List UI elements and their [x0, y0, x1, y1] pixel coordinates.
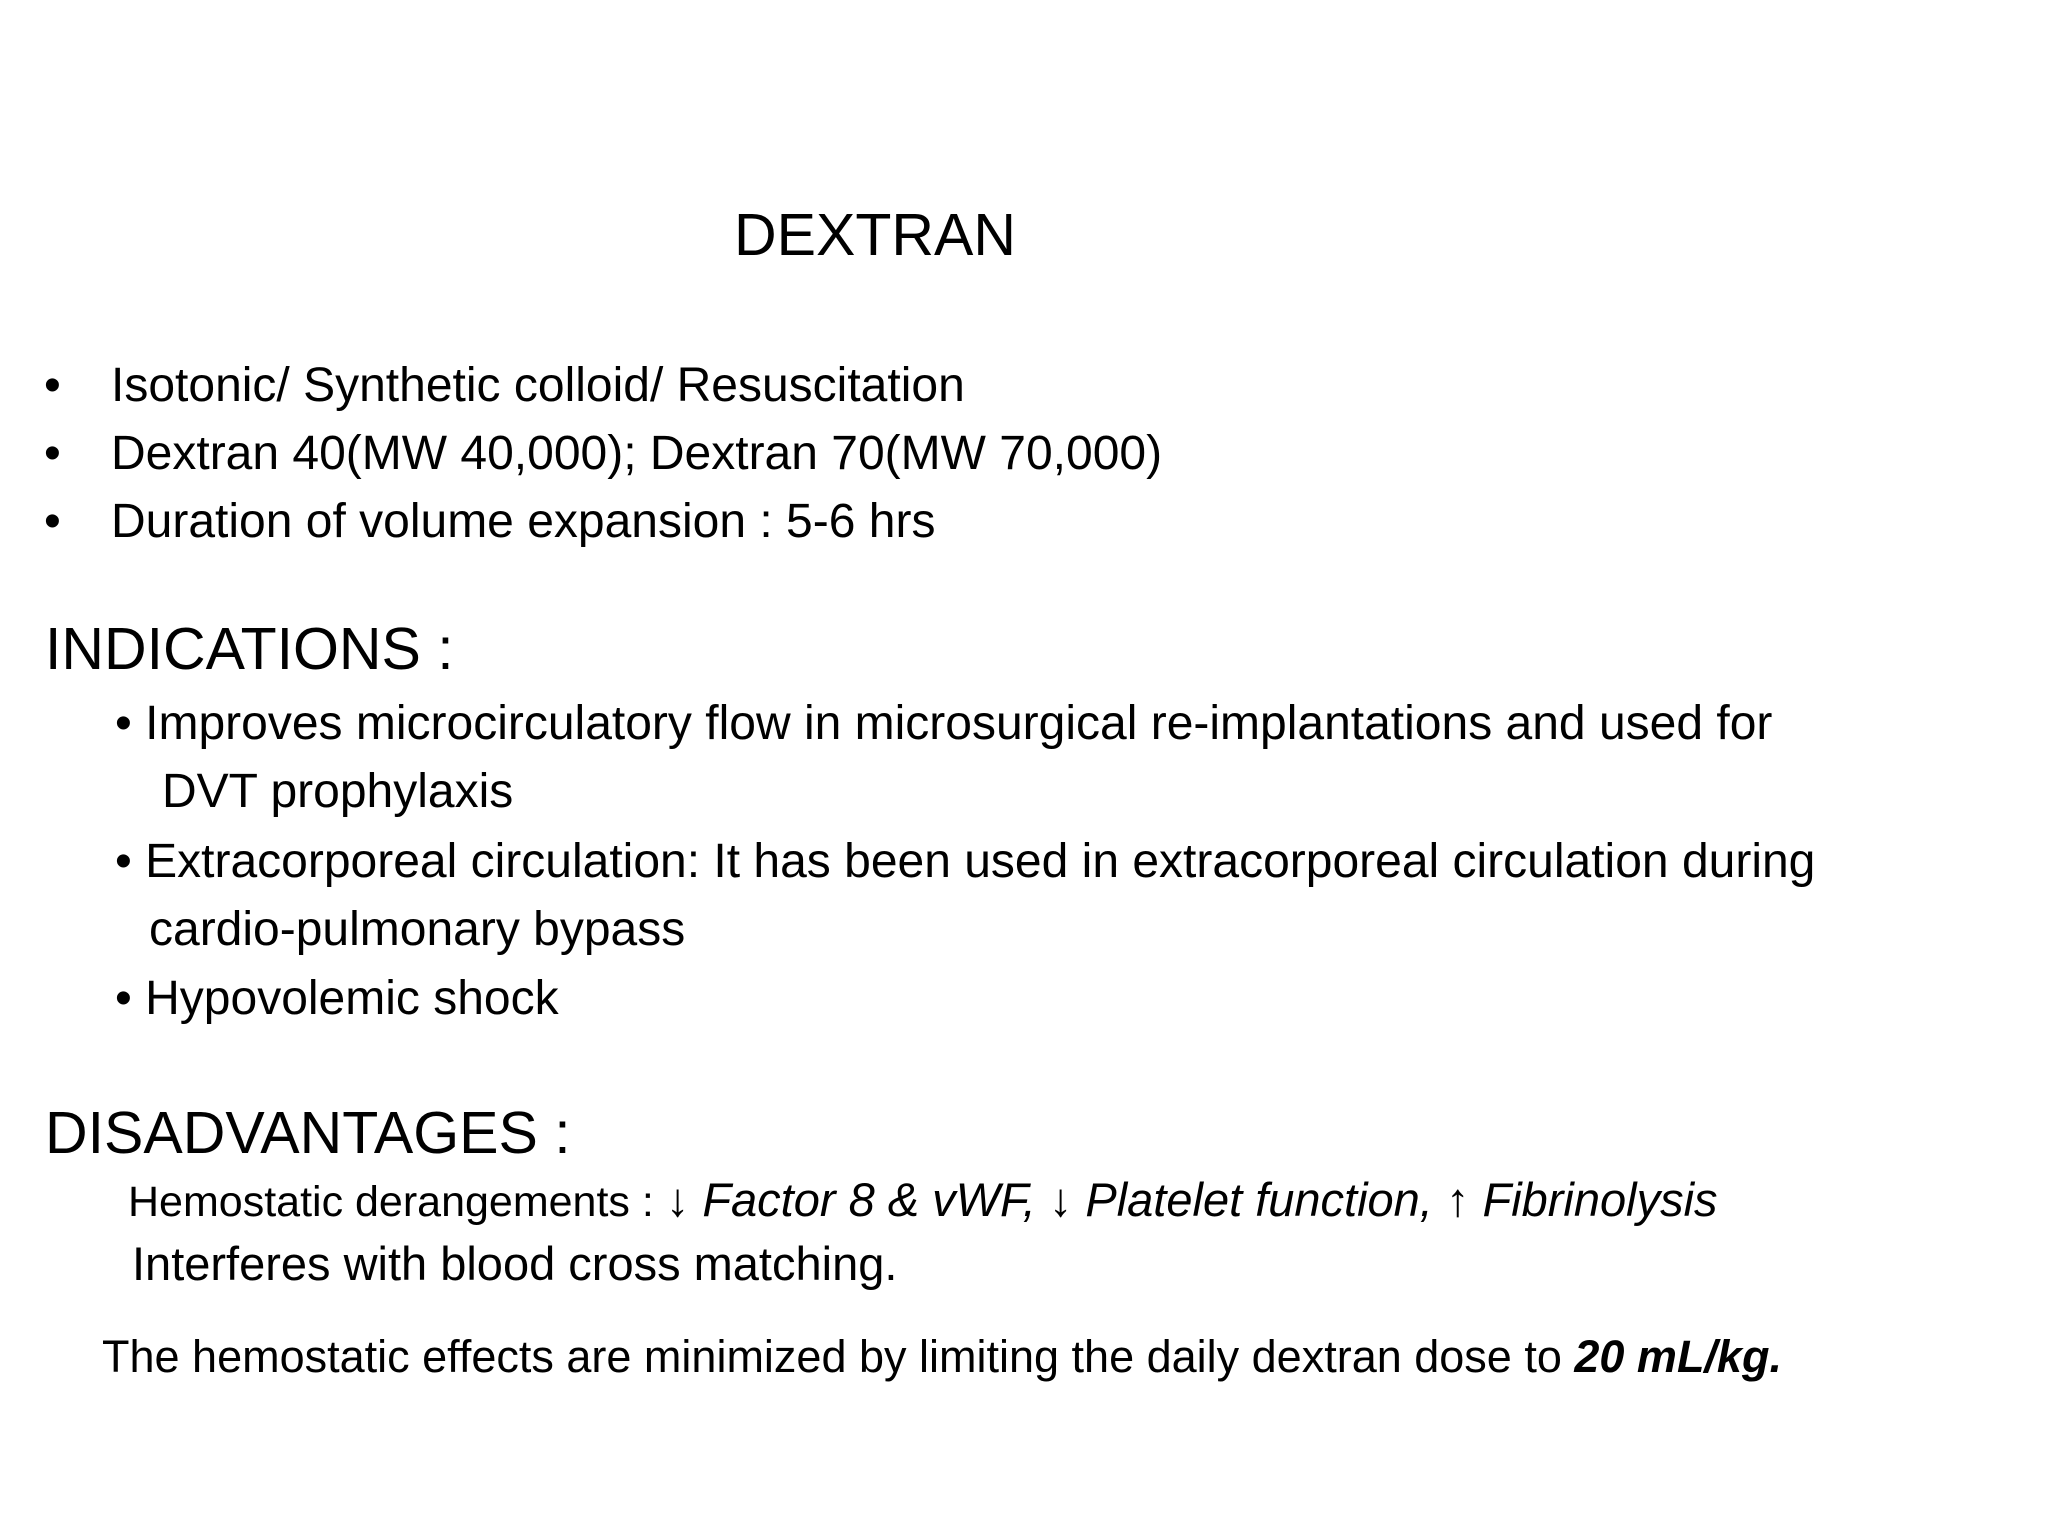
hemostatic-derangements-line — [128, 1173, 1718, 1226]
indication-item-line: • Extracorporeal circulation: It has been used in extracorporeal circulation during — [115, 835, 1816, 888]
indication-item-line: cardio-pulmonary bypass — [149, 903, 686, 956]
dose-note-emphasis: 20 mL/kg. — [1574, 1331, 1782, 1382]
indication-item-line: • Improves microcirculatory flow in microsurgical re-implantations and used for — [115, 697, 1773, 750]
intro-bullet-text: Duration of volume expansion : 5-6 hrs — [111, 495, 936, 548]
bullet-marker: • — [44, 359, 61, 412]
indication-item-line: • Hypovolemic shock — [115, 972, 559, 1025]
hemostatic-label: Hemostatic derangements : — [128, 1178, 666, 1226]
dose-note — [102, 1331, 1782, 1382]
intro-bullet-text: Dextran 40(MW 40,000); Dextran 70(MW 70,000) — [111, 427, 1163, 480]
indications-heading: INDICATIONS : — [45, 616, 454, 682]
disadvantages-heading: DISADVANTAGES : — [45, 1100, 571, 1166]
bullet-marker: • — [44, 495, 61, 548]
indication-item-line: DVT prophylaxis — [162, 765, 514, 818]
slide-title: DEXTRAN — [734, 202, 1016, 268]
cross-matching-line: Interferes with blood cross matching. — [132, 1237, 898, 1290]
bullet-marker: • — [44, 427, 61, 480]
hemostatic-effects: ↓ Factor 8 & vWF, ↓ Platelet function, ↑ Fibrinolysis — [665, 1173, 1718, 1226]
dose-note-text: The hemostatic effects are minimized by limiting the daily dextran dose to — [102, 1331, 1575, 1382]
intro-bullet-text: Isotonic/ Synthetic colloid/ Resuscitation — [111, 359, 965, 412]
